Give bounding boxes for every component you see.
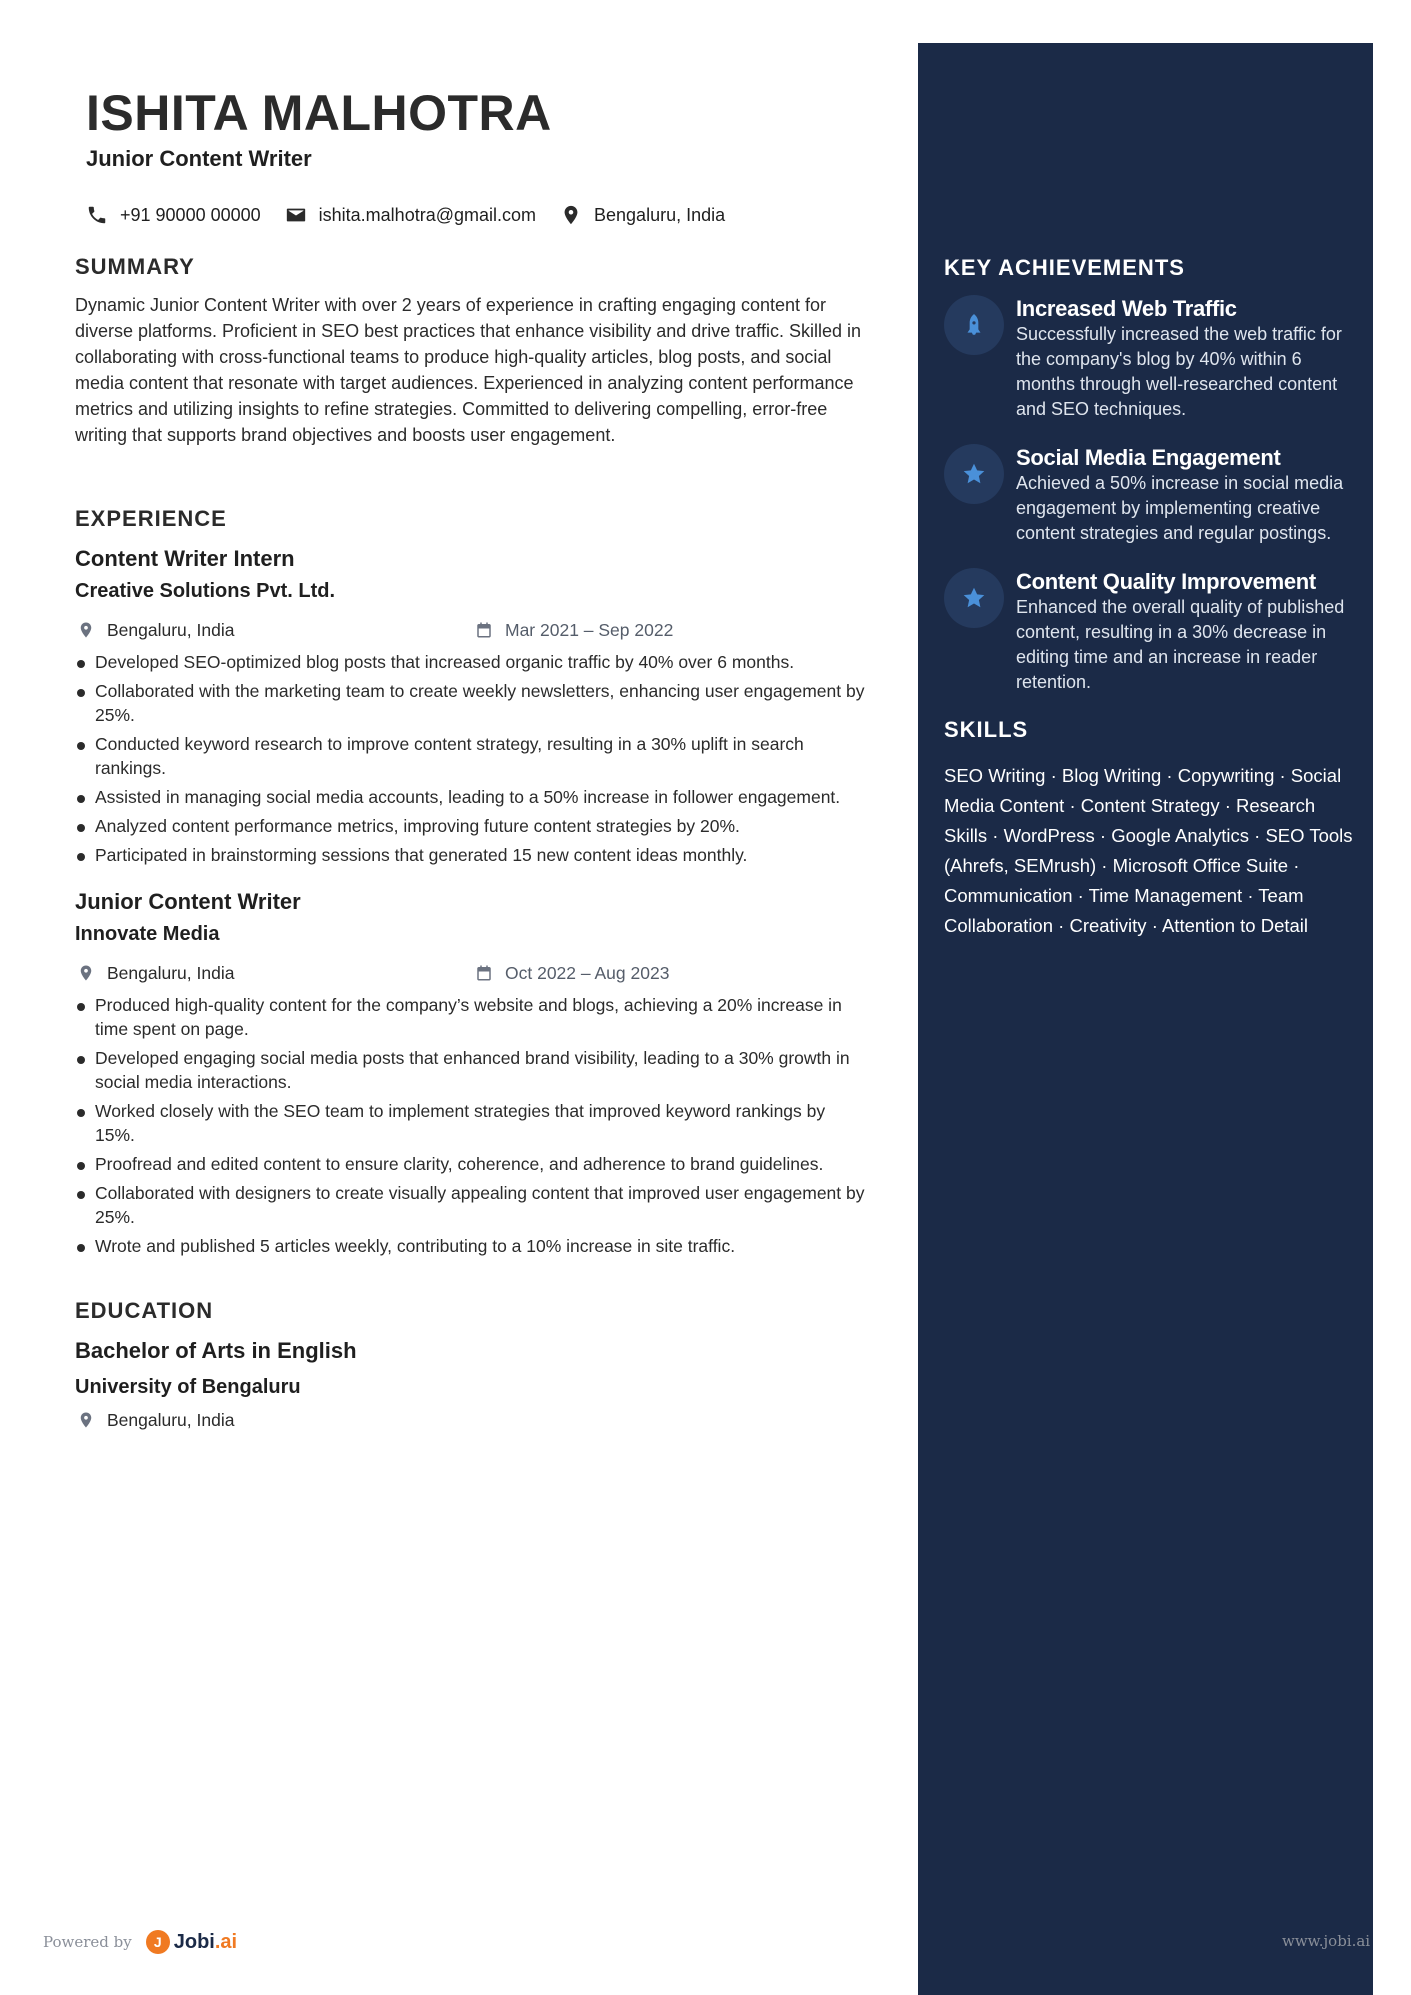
achievement-desc: Successfully increased the web traffic for the company's blog by 40% within 6 months through well-researched content and SEO techniques. bbox=[1016, 324, 1342, 419]
calendar-icon bbox=[475, 964, 493, 982]
job-location-text: Bengaluru, India bbox=[107, 619, 235, 640]
job-entry bbox=[75, 544, 865, 867]
rocket-icon bbox=[944, 295, 1004, 355]
jobi-logo-text: Jobi.ai bbox=[173, 1930, 238, 1953]
calendar-icon bbox=[475, 621, 493, 639]
job-bullets bbox=[75, 650, 865, 867]
location-pin-icon bbox=[77, 963, 95, 983]
location-pin-icon bbox=[77, 620, 95, 640]
achievement-body bbox=[1016, 568, 1359, 695]
job-company: Creative Solutions Pvt. Ltd. bbox=[75, 580, 336, 602]
achievement-item bbox=[944, 568, 1359, 695]
education-location bbox=[75, 1410, 475, 1431]
job-location bbox=[75, 963, 475, 984]
skills-list: SEO Writing · Blog Writing · Copywriting · Social Media Content · Content Strategy · Research Skills · WordPress · Google Analytics · SEO Tools (Ahrefs, SEMrush) · Microsoft Office Suite · Communication · Time Management · Team Collaboration · Creativity · Attention to Detail bbox=[944, 765, 1353, 936]
job-location-text: Bengaluru, India bbox=[107, 962, 235, 983]
job-title: Junior Content Writer bbox=[75, 889, 301, 914]
achievement-title: Social Media Engagement bbox=[1016, 445, 1281, 470]
job-entry bbox=[75, 887, 865, 1258]
achievement-title: Increased Web Traffic bbox=[1016, 296, 1237, 321]
achievement-desc: Enhanced the overall quality of published content, resulting in a 30% decrease in editing time and an increase in reader retention. bbox=[1016, 597, 1345, 692]
education-school: University of Bengaluru bbox=[75, 1376, 301, 1398]
list-item: Developed engaging social media posts that enhanced brand visibility, leading to a 30% growth in social media interactions. bbox=[75, 1046, 865, 1094]
contact-phone[interactable] bbox=[86, 204, 261, 226]
list-item: Analyzed content performance metrics, improving future content strategies by 20%. bbox=[75, 814, 865, 838]
job-meta bbox=[75, 961, 865, 985]
list-item: Assisted in managing social media accounts, leading to a 50% increase in follower engagement. bbox=[75, 785, 865, 809]
list-item: Worked closely with the SEO team to implement strategies that improved keyword rankings by 15%. bbox=[75, 1099, 865, 1147]
jobi-logo-icon: J bbox=[146, 1930, 170, 1954]
job-location bbox=[75, 620, 475, 641]
job-dates-text: Oct 2022 – Aug 2023 bbox=[505, 962, 670, 983]
powered-by-label: Powered by bbox=[43, 1933, 132, 1951]
job-dates bbox=[475, 620, 673, 641]
site-link[interactable]: www.jobi.ai bbox=[1282, 1932, 1371, 1950]
list-item: Collaborated with the marketing team to create weekly newsletters, enhancing user engagement by 25%. bbox=[75, 679, 865, 727]
achievement-body bbox=[1016, 444, 1359, 546]
location-pin-icon bbox=[560, 204, 582, 226]
powered-by-footer bbox=[43, 1930, 237, 1954]
achievement-desc: Achieved a 50% increase in social media engagement by implementing creative content strategies and regular postings. bbox=[1016, 473, 1344, 543]
achievement-body bbox=[1016, 295, 1359, 422]
contact-email[interactable] bbox=[285, 204, 536, 226]
job-title: Content Writer Intern bbox=[75, 546, 295, 571]
education-location-text: Bengaluru, India bbox=[107, 1409, 235, 1430]
candidate-name: ISHITA MALHOTRA bbox=[86, 85, 552, 141]
phone-icon bbox=[86, 204, 108, 226]
achievement-title: Content Quality Improvement bbox=[1016, 569, 1316, 594]
star-icon bbox=[944, 568, 1004, 628]
email-text: ishita.malhotra@gmail.com bbox=[318, 204, 537, 225]
contact-location bbox=[560, 204, 725, 226]
summary-section bbox=[75, 254, 865, 448]
location-pin-icon bbox=[77, 1410, 95, 1430]
experience-heading: EXPERIENCE bbox=[75, 506, 227, 531]
job-company: Innovate Media bbox=[75, 923, 220, 945]
phone-text: +91 90000 00000 bbox=[120, 204, 261, 225]
jobi-logo[interactable] bbox=[146, 1930, 237, 1954]
summary-heading: SUMMARY bbox=[75, 254, 195, 279]
job-dates-text: Mar 2021 – Sep 2022 bbox=[505, 619, 674, 640]
skills-heading: SKILLS bbox=[944, 717, 1029, 742]
education-degree: Bachelor of Arts in English bbox=[75, 1338, 357, 1363]
education-meta bbox=[75, 1408, 865, 1432]
list-item: Collaborated with designers to create visually appealing content that improved user engagement by 25%. bbox=[75, 1181, 865, 1229]
achievements-heading: KEY ACHIEVEMENTS bbox=[944, 255, 1185, 280]
contact-bar bbox=[86, 204, 749, 226]
job-bullets bbox=[75, 993, 865, 1258]
summary-text: Dynamic Junior Content Writer with over 2 years of experience in crafting engaging content for diverse platforms. Proficient in SEO best practices that enhance visibility and drive traffic. Skilled in collaborating with cross-functional teams to produce high-quality articles, blog posts, and social media content that resonate with target audiences. Experienced in analyzing content performance metrics and utilizing insights to refine strategies. Committed to delivering compelling, error-free writing that supports brand objectives and boosts user engagement. bbox=[75, 295, 862, 445]
location-text: Bengaluru, India bbox=[594, 204, 726, 225]
achievement-item bbox=[944, 444, 1359, 546]
job-dates bbox=[475, 963, 669, 984]
candidate-role: Junior Content Writer bbox=[86, 146, 312, 171]
list-item: Proofread and edited content to ensure clarity, coherence, and adherence to brand guidelines. bbox=[75, 1152, 865, 1176]
list-item: Developed SEO-optimized blog posts that increased organic traffic by 40% over 6 months. bbox=[75, 650, 865, 674]
experience-section bbox=[75, 506, 865, 1263]
list-item: Produced high-quality content for the company’s website and blogs, achieving a 20% increase in time spent on page. bbox=[75, 993, 865, 1041]
education-section bbox=[75, 1298, 865, 1432]
job-meta bbox=[75, 618, 865, 642]
sidebar bbox=[918, 43, 1373, 1995]
achievement-item bbox=[944, 295, 1359, 422]
list-item: Participated in brainstorming sessions that generated 15 new content ideas monthly. bbox=[75, 843, 865, 867]
list-item: Conducted keyword research to improve content strategy, resulting in a 30% uplift in search rankings. bbox=[75, 732, 865, 780]
sidebar-content bbox=[944, 255, 1359, 941]
mail-icon bbox=[285, 204, 307, 226]
star-icon bbox=[944, 444, 1004, 504]
list-item: Wrote and published 5 articles weekly, contributing to a 10% increase in site traffic. bbox=[75, 1234, 865, 1258]
education-heading: EDUCATION bbox=[75, 1298, 214, 1323]
